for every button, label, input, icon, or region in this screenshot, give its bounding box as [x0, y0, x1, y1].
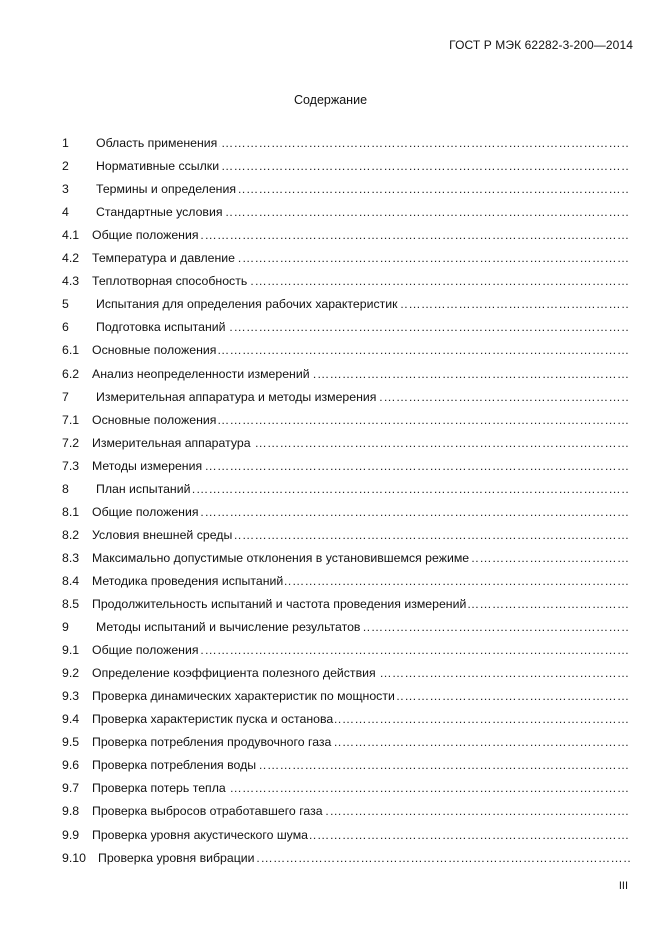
- toc-entry[interactable]: [62, 342, 630, 358]
- toc-entry-number: 9.3: [62, 689, 80, 704]
- toc-entry[interactable]: [62, 273, 630, 289]
- toc-entry-label: Проверка потребления воды: [92, 758, 257, 773]
- toc-entry-label: Условия внешней среды: [92, 527, 233, 542]
- toc-entry[interactable]: [62, 389, 630, 405]
- toc-entry-number: 8.2: [62, 527, 80, 542]
- toc-entry-label: Проверка потребления продувочного газа: [92, 735, 332, 750]
- toc-entry[interactable]: [62, 827, 630, 843]
- toc-entry[interactable]: [62, 573, 630, 589]
- toc-entry-number: 4.1: [62, 228, 80, 243]
- toc-entry-label: Термины и определения: [96, 182, 236, 197]
- toc-entry-label: Определение коэффициента полезного действия: [92, 666, 376, 681]
- toc-entry-label: Общие положения: [92, 643, 199, 658]
- toc-entry-number: 9: [62, 620, 69, 635]
- toc-entry-label: Основные положения: [92, 412, 217, 427]
- toc-entry-label: Проверка уровня акустического шума: [92, 827, 308, 842]
- toc-entry-number: 7.3: [62, 458, 80, 473]
- toc-entry-number: 3: [62, 182, 69, 197]
- toc-entry-label: Продолжительность испытаний и частота проведения измерений: [92, 597, 467, 611]
- toc-entry-label: Общие положения: [92, 228, 199, 243]
- toc-entry-number: 9.1: [62, 643, 80, 658]
- toc-entry-number: 6: [62, 320, 69, 335]
- document-code: ГОСТ Р МЭК 62282-3-200—2014: [449, 38, 633, 52]
- toc-entry[interactable]: [62, 619, 630, 635]
- toc-entry-label: Температура и давление: [92, 251, 235, 266]
- toc-entry-number: 9.4: [62, 712, 80, 727]
- toc-entry[interactable]: [62, 435, 630, 451]
- toc-entry[interactable]: [62, 665, 630, 681]
- toc-entry[interactable]: [62, 296, 630, 312]
- toc-entry[interactable]: [62, 757, 630, 773]
- toc-entry-label: Проверка выбросов отработавшего газа: [92, 804, 323, 819]
- toc-entry[interactable]: [62, 319, 630, 335]
- toc-entry-number: 8: [62, 481, 69, 496]
- toc-entry[interactable]: [62, 596, 630, 612]
- toc-entry-number: 8.4: [62, 573, 80, 588]
- toc-entry[interactable]: [62, 850, 630, 866]
- toc-entry[interactable]: [62, 204, 630, 220]
- toc-entry[interactable]: [62, 250, 630, 266]
- toc-entry-label: Измерительная аппаратура и методы измерения: [96, 389, 377, 404]
- toc-entry-number: 7.2: [62, 435, 80, 450]
- toc-entry-label: Методы измерения: [92, 458, 203, 473]
- toc-entry-label: Подготовка испытаний: [96, 320, 226, 335]
- toc-entry[interactable]: [62, 550, 630, 566]
- toc-entry-label: Максимально допустимые отклонения в установившемся режиме: [92, 550, 470, 565]
- toc-entry[interactable]: [62, 504, 630, 520]
- toc-entry-label: Нормативные ссылки: [96, 159, 220, 174]
- toc-entry-label: Анализ неопределенности измерений: [92, 366, 310, 381]
- toc-entry-number: 6.1: [62, 343, 80, 358]
- toc-entry[interactable]: [62, 158, 630, 174]
- toc-entry[interactable]: [62, 412, 630, 428]
- toc-entry-label: Проверка характеристик пуска и останова: [92, 712, 334, 727]
- toc-entry-label: Теплотворная способность: [92, 274, 248, 289]
- toc-entry-label: Проверка уровня вибрации: [98, 850, 255, 865]
- toc-entry[interactable]: [62, 135, 630, 151]
- toc-entry[interactable]: [62, 458, 630, 474]
- toc-entry-label: Область применения: [96, 136, 218, 150]
- toc-entry-number: 8.1: [62, 504, 80, 519]
- toc-entry-number: 4.3: [62, 274, 80, 289]
- toc-entry-label: Методика проведения испытаний: [92, 573, 284, 588]
- toc-entry-number: 9.10: [62, 850, 86, 865]
- toc-entry-label: Проверка потерь тепла: [92, 781, 226, 796]
- toc-entry[interactable]: [62, 481, 630, 497]
- toc-entry[interactable]: [62, 366, 630, 382]
- toc-entry-number: 1: [62, 136, 69, 150]
- toc-entry-label: Проверка динамических характеристик по мощности: [92, 689, 395, 704]
- toc-entry-number: 5: [62, 297, 69, 312]
- page-title: Содержание: [293, 93, 368, 107]
- toc-entry-label: Основные положения: [92, 343, 217, 358]
- toc-entry-label: Измерительная аппаратура: [92, 435, 251, 450]
- toc-entry-label: Методы испытаний и вычисление результатов: [96, 620, 361, 635]
- toc-entry[interactable]: [62, 181, 630, 197]
- toc-entry-label: Испытания для определения рабочих характеристик: [96, 297, 398, 312]
- toc-entry[interactable]: [62, 642, 630, 658]
- toc-entry[interactable]: [62, 734, 630, 750]
- toc-entry-number: 7: [62, 389, 69, 404]
- toc-entry-number: 4: [62, 205, 69, 220]
- toc-entry[interactable]: [62, 227, 630, 243]
- toc-entry-number: 7.1: [62, 412, 80, 427]
- toc-entry[interactable]: [62, 780, 630, 796]
- toc-entry-label: План испытаний: [96, 481, 191, 496]
- toc-entry-number: 2: [62, 159, 69, 174]
- toc-entry-number: 8.5: [62, 597, 80, 611]
- toc-entry-number: 8.3: [62, 550, 80, 565]
- toc-entry-number: 6.2: [62, 366, 80, 381]
- toc-entry-number: 4.2: [62, 251, 80, 266]
- toc-entry-number: 9.2: [62, 666, 80, 681]
- toc-entry[interactable]: [62, 803, 630, 819]
- toc-entry-number: 9.9: [62, 827, 80, 842]
- toc-entry-number: 9.6: [62, 758, 80, 773]
- toc-entry-number: 9.5: [62, 735, 80, 750]
- toc-entry[interactable]: [62, 688, 630, 704]
- toc-entry[interactable]: [62, 711, 630, 727]
- toc-entry-label: Стандартные условия: [96, 205, 223, 220]
- toc-entry[interactable]: [62, 527, 630, 543]
- toc-entry-number: 9.7: [62, 781, 80, 796]
- page-number: III: [618, 880, 628, 892]
- toc-entry-number: 9.8: [62, 804, 80, 819]
- toc-entry-label: Общие положения: [92, 504, 199, 519]
